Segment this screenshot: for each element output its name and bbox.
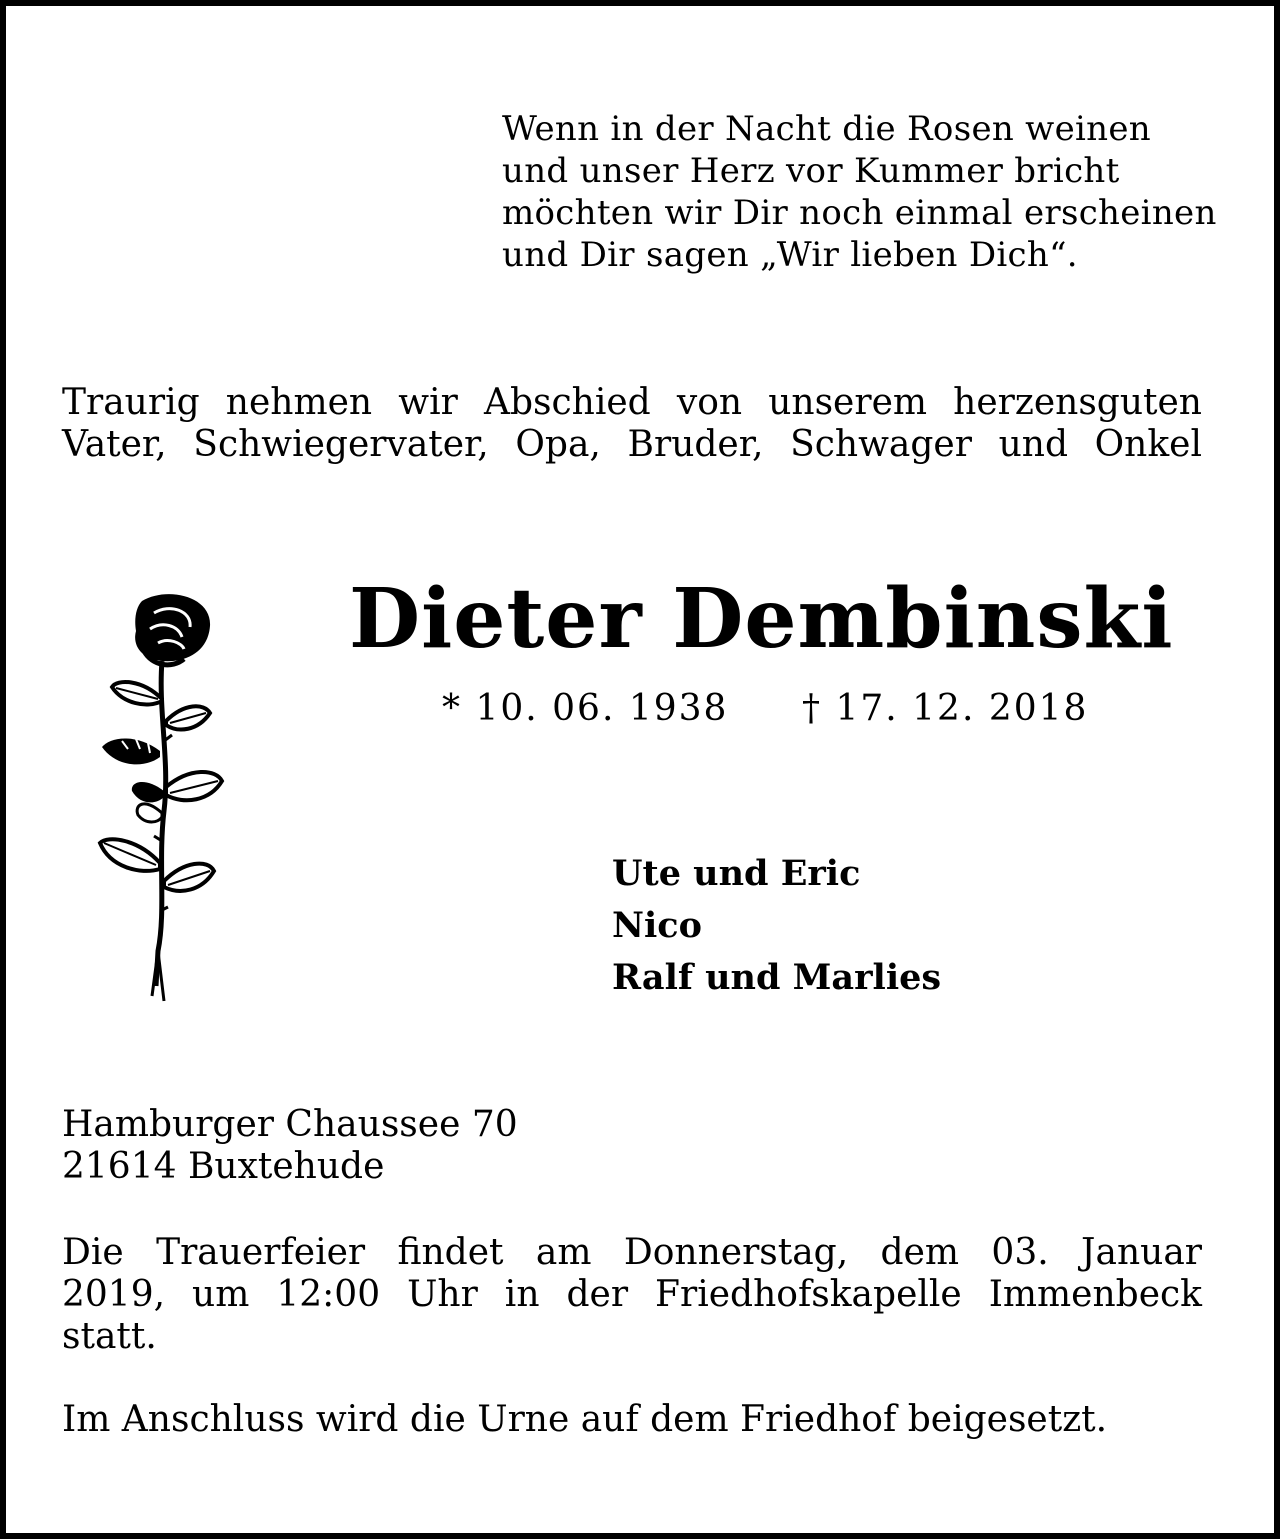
poem-line: und Dir sagen „Wir lieben Dich“. [502,235,1078,275]
farewell-intro [62,382,1202,466]
intro-line: Vater, Schwiegervater, Opa, Bruder, Schwager und Onkel [62,424,1202,465]
birth-date: * 10. 06. 1938 [442,688,729,729]
poem-line: Wenn in der Nacht die Rosen weinen [502,109,1151,149]
mourner-entry: Nico [612,905,702,946]
address-block [62,1104,518,1188]
mourners-list [612,848,941,1004]
ceremony-line: 2019, um 12:00 Uhr in der Friedhofskapelle Immenbeck [62,1274,1202,1315]
deceased-name: Dieter Dembinski [349,571,1174,667]
ceremony-line: statt. [62,1316,157,1357]
death-date: † 17. 12. 2018 [802,688,1089,729]
intro-line: Traurig nehmen wir Abschied von unserem herzensguten [62,382,1202,423]
address-street: Hamburger Chaussee 70 [62,1104,518,1145]
ceremony-info [62,1232,1202,1358]
poem [502,108,1217,276]
rose-icon [92,591,232,1011]
mourner-entry: Ute und Eric [612,853,861,894]
mourner-entry: Ralf und Marlies [612,957,942,998]
burial-info: Im Anschluss wird die Urne auf dem Friedhof beigesetzt. [62,1399,1108,1440]
ceremony-line: Die Trauerfeier findet am Donnerstag, dem 03. Januar [62,1232,1202,1273]
poem-line: und unser Herz vor Kummer bricht [502,151,1120,191]
poem-line: möchten wir Dir noch einmal erscheinen [502,193,1217,233]
address-city: 21614 Buxtehude [62,1146,385,1187]
